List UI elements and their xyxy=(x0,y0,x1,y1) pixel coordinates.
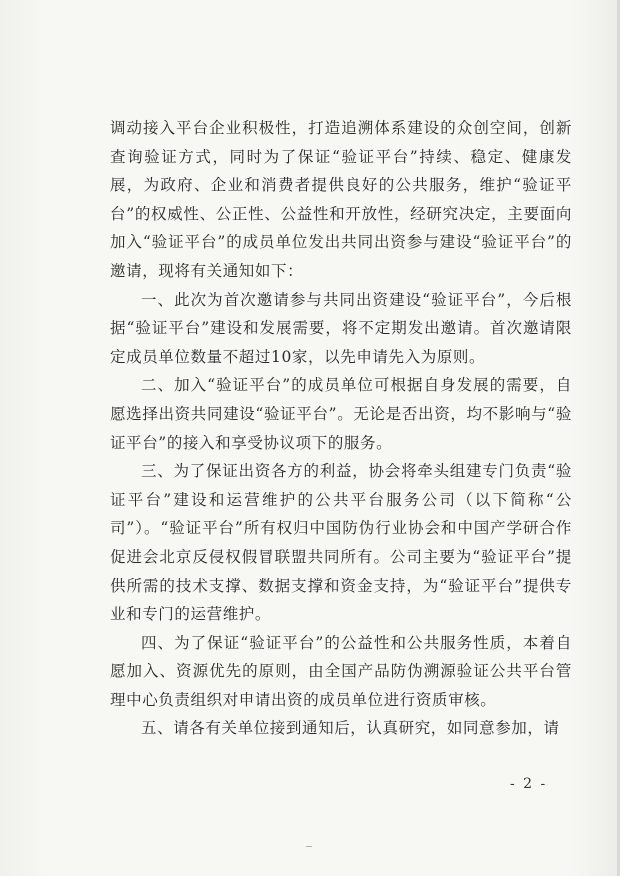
paragraph-item-5: 五、请各有关单位接到通知后，认真研究，如同意参加，请 xyxy=(141,719,560,738)
document-body xyxy=(110,114,572,743)
paragraph-item-3: 三、为了保证出资各方的利益，协会将牵头组建专门负责“验证平台”建设和运营维护的公共平台服务公司（以下简称“公司”）。“验证平台”所有权归中国防伪行业协会和中国产学研合作促进会北京反侵权假冒联盟共同所有。公司主要为“验证平台”提供所需的技术支撑、数据支撑和资金支持，为“验证平台”提供专业和专门的运营维护。 xyxy=(110,462,572,624)
paragraph-item-4: 四、为了保证“验证平台”的公益性和公共服务性质，本着自愿加入、资源优先的原则，由全国产品防伪溯源验证公共平台管理中心负责组织对申请出资的成员单位进行资质审核。 xyxy=(110,633,572,709)
scan-mark xyxy=(306,846,312,847)
page-number: - 2 - xyxy=(510,776,548,792)
paragraph-intro-continuation: 调动接入平台企业积极性，打造追溯体系建设的众创空间，创新查询验证方式，同时为了保证“验证平台”持续、稳定、健康发展，为政府、企业和消费者提供良好的公共服务，维护“验证平台”的权威性、公正性、公益性和开放性，经研究决定，主要面向加入“验证平台”的成员单位发出共同出资参与建设“验证平台”的邀请，现将有关通知如下： xyxy=(110,119,572,280)
paragraph-item-1: 一、此次为首次邀请参与共同出资建设“验证平台”，今后根据“验证平台”建设和发展需要，将不定期发出邀请。首次邀请限定成员单位数量不超过10家，以先申请先入为原则。 xyxy=(110,290,572,366)
paragraph-item-2: 二、加入“验证平台”的成员单位可根据自身发展的需要，自愿选择出资共同建设“验证平台”。无论是否出资，均不影响与“验证平台”的接入和享受协议项下的服务。 xyxy=(110,376,572,452)
